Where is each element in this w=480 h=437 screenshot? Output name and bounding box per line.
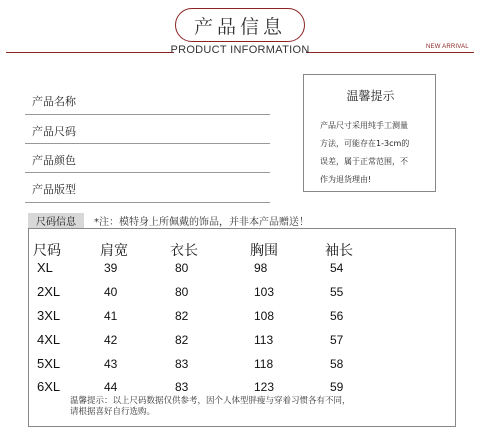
size-table-header-sleeve: 袖长 (325, 243, 353, 259)
table-cell-shoulder: 42 (104, 333, 118, 347)
table-cell-shoulder: 39 (104, 261, 118, 275)
table-cell-shoulder: 43 (104, 357, 118, 371)
notice-line: 作为退货理由! (320, 175, 372, 184)
product-fit-divider (25, 202, 270, 203)
table-cell-size: 6XL (37, 379, 61, 394)
table-cell-length: 82 (175, 309, 189, 323)
size-table-header-size: 尺码 (33, 243, 61, 259)
table-cell-chest: 113 (254, 333, 274, 347)
notice-line: 误差，属于正常范围，不 (320, 157, 408, 166)
footnote-line: 请根据喜好自行选购。 (70, 407, 156, 417)
product-name-label: 产品名称 (32, 95, 76, 108)
page-subtitle: PRODUCT INFORMATION (170, 44, 310, 56)
table-cell-shoulder: 41 (104, 309, 118, 323)
product-fit-label: 产品版型 (32, 183, 76, 196)
size-table-header-length: 衣长 (170, 243, 198, 259)
table-cell-sleeve: 59 (330, 380, 344, 394)
notice-box (303, 74, 436, 192)
table-cell-shoulder: 44 (104, 380, 118, 394)
size-info-tag: 尺码信息 (28, 213, 84, 228)
table-cell-chest: 123 (254, 380, 275, 394)
table-cell-chest: 108 (254, 309, 275, 323)
product-color-divider (25, 172, 270, 173)
table-cell-sleeve: 56 (330, 309, 344, 323)
product-size-divider (25, 143, 270, 144)
table-cell-length: 83 (175, 357, 189, 371)
table-cell-size: XL (37, 260, 53, 275)
table-cell-shoulder: 40 (104, 285, 118, 299)
product-name-divider (25, 114, 270, 115)
notice-title: 温馨提示 (346, 89, 395, 103)
table-cell-sleeve: 55 (330, 285, 344, 299)
product-color-label: 产品颜色 (32, 154, 76, 167)
notice-body (320, 117, 432, 189)
table-cell-length: 83 (175, 380, 189, 394)
table-cell-size: 4XL (37, 332, 61, 347)
new-arrival-tag: NEW ARRIVAL (426, 44, 469, 50)
table-cell-sleeve: 57 (330, 333, 344, 347)
table-cell-chest: 98 (254, 261, 268, 275)
page-title: 产品信息 (175, 8, 305, 42)
size-table-header-chest: 胸围 (250, 243, 278, 259)
notice-line: 产品尺寸采用纯手工测量 (320, 121, 408, 130)
size-table-footnote (70, 396, 450, 418)
header-divider-left (6, 52, 174, 53)
table-cell-chest: 103 (254, 285, 275, 299)
size-table-header-shoulder: 肩宽 (100, 243, 128, 259)
header-divider-right (306, 52, 474, 53)
table-cell-sleeve: 54 (330, 261, 344, 275)
table-cell-length: 80 (175, 261, 189, 275)
table-cell-size: 5XL (37, 356, 61, 371)
footnote-line: 温馨提示：以上尺码数据仅供参考，因个人体型胖瘦与穿着习惯各有不同， (70, 396, 351, 406)
notice-line: 方法，可能存在1-3cm的 (320, 139, 410, 148)
table-cell-size: 3XL (37, 308, 61, 323)
size-info-note: *注：模特身上所佩戴的饰品，并非本产品赠送！ (94, 217, 309, 228)
table-cell-sleeve: 58 (330, 357, 344, 371)
product-size-label: 产品尺码 (32, 125, 76, 138)
table-cell-chest: 118 (254, 357, 274, 371)
table-cell-length: 80 (175, 285, 189, 299)
table-cell-size: 2XL (37, 284, 61, 299)
table-cell-length: 82 (175, 333, 189, 347)
